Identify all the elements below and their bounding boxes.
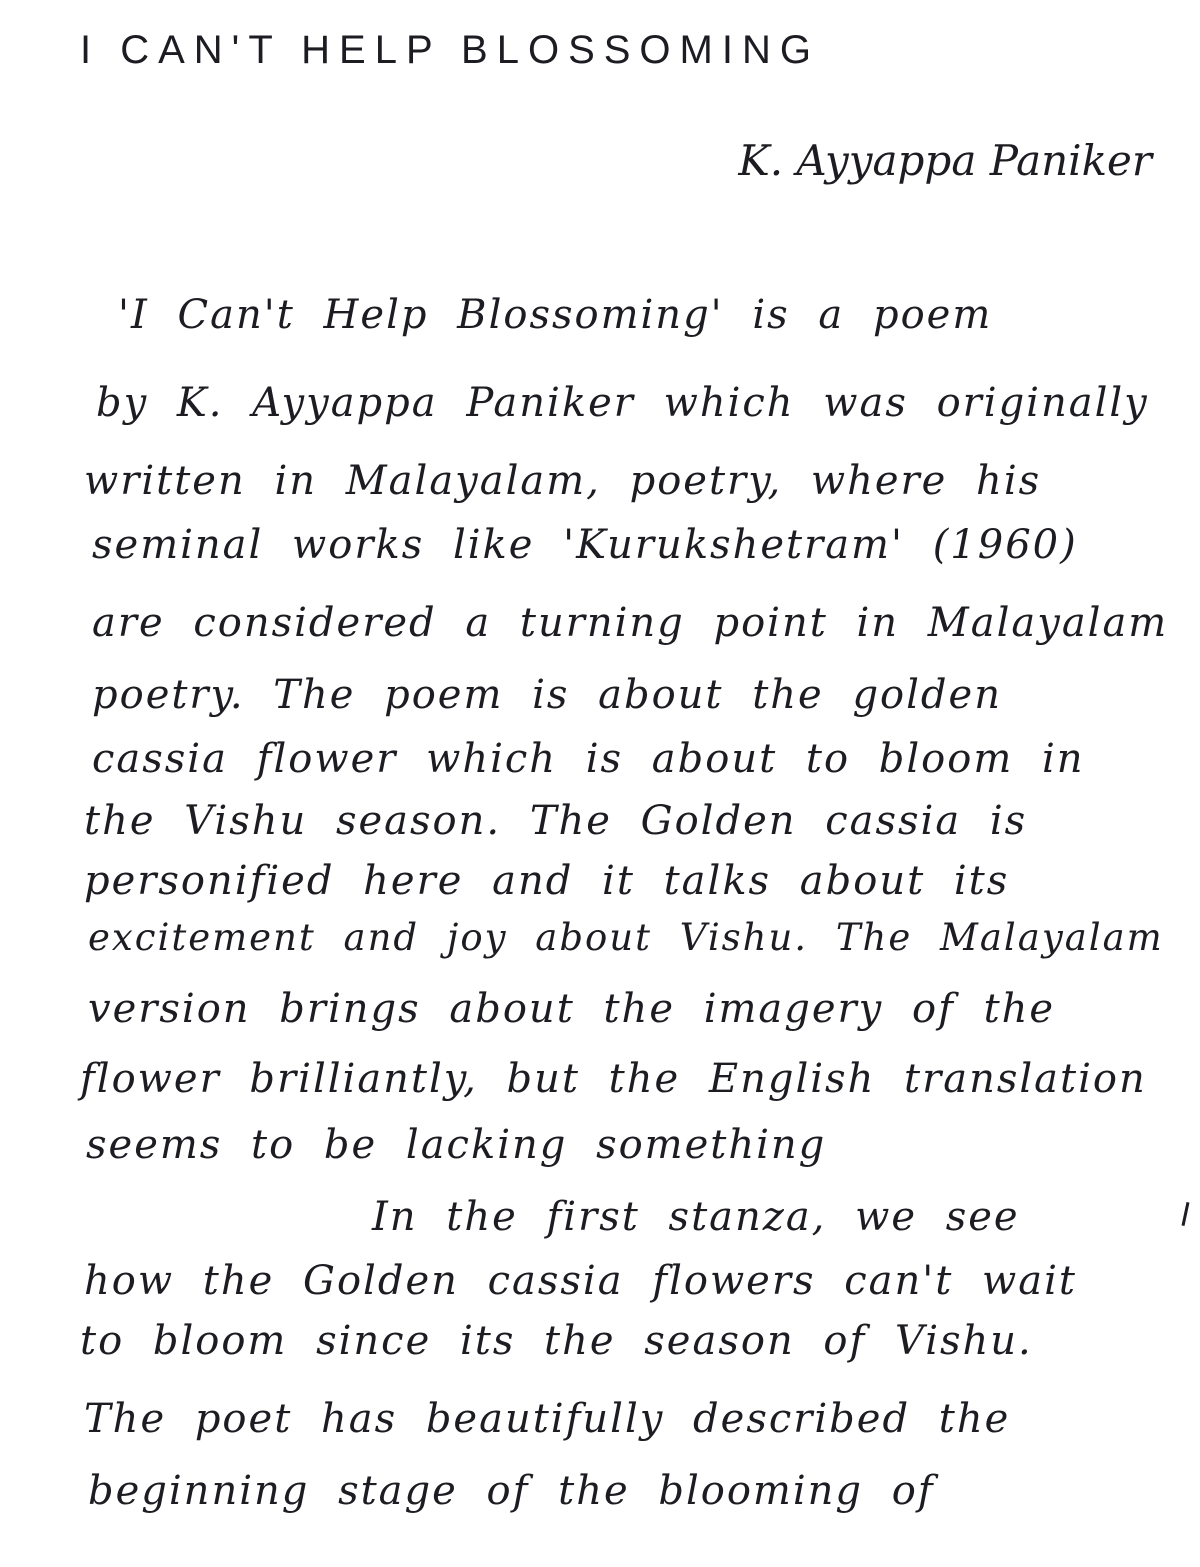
text-line: the Vishu season. The Golden cassia is	[84, 798, 1028, 844]
text-line: to bloom since its the season of Vishu.	[80, 1318, 1033, 1364]
text-line: personified here and it talks about its	[84, 858, 1010, 904]
text-line: by K. Ayyappa Paniker which was originally	[96, 380, 1149, 426]
text-line: In the first stanza, we see	[372, 1194, 1020, 1240]
author-name: K. Ayyappa Paniker	[738, 136, 1152, 185]
text-line: seminal works like 'Kurukshetram' (1960)	[92, 522, 1078, 568]
text-line: are considered a turning point in Malayalam	[92, 600, 1169, 646]
text-line: version brings about the imagery of the	[88, 986, 1056, 1032]
text-line: excitement and joy about Vishu. The Malayalam	[88, 916, 1164, 959]
text-line: written in Malayalam, poetry, where his	[84, 458, 1042, 504]
text-line: beginning stage of the blooming of	[88, 1468, 935, 1514]
text-line: seems to be lacking something	[86, 1122, 827, 1168]
pen-stroke-mark	[1182, 1202, 1190, 1226]
text-line: cassia flower which is about to bloom in	[92, 736, 1085, 782]
essay-title: I CAN'T HELP BLOSSOMING	[80, 28, 820, 72]
text-line: The poet has beautifully described the	[84, 1396, 1011, 1442]
text-line: 'I Can't Help Blossoming' is a poem	[118, 292, 993, 338]
text-line: poetry. The poem is about the golden	[92, 672, 1002, 718]
text-line: how the Golden cassia flowers can't wait	[84, 1258, 1077, 1304]
text-line: flower brilliantly, but the English translation	[80, 1056, 1147, 1102]
